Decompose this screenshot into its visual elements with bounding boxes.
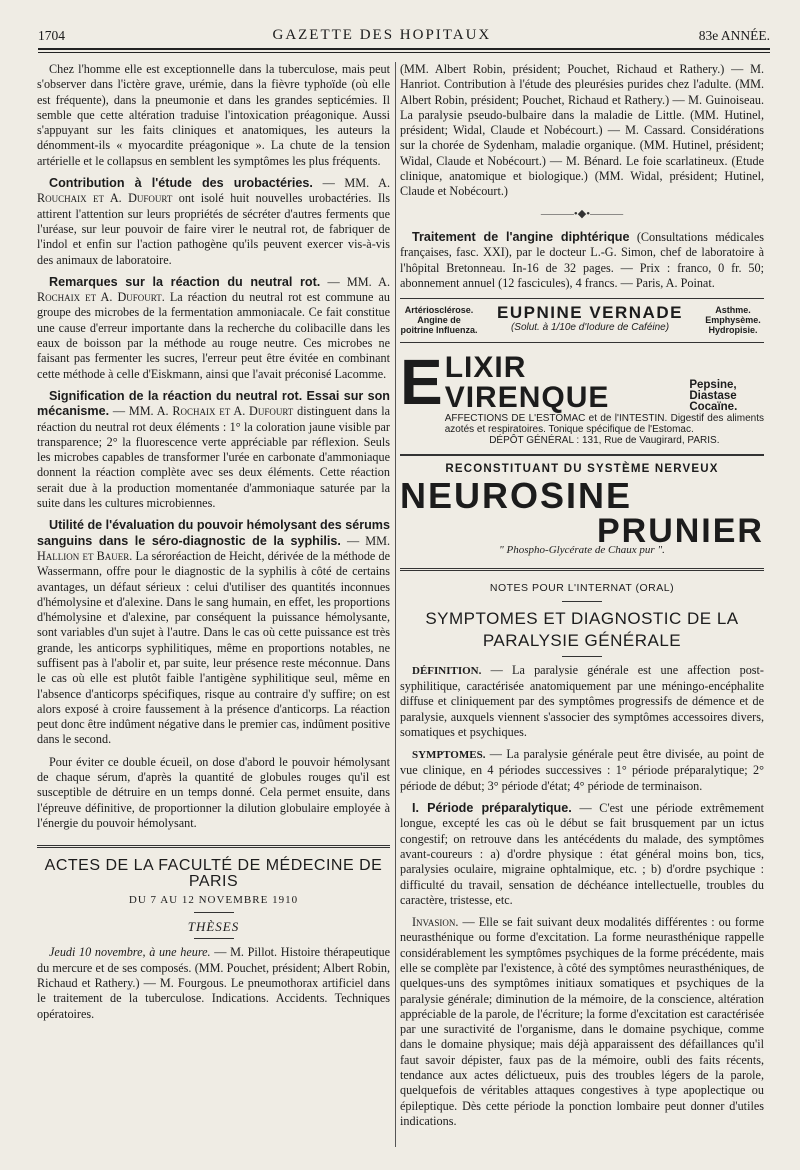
book-notice — [400, 230, 764, 291]
ad-eupnine-indications: Artériosclérose. Angine de poitrine Influenza. — [400, 305, 478, 336]
header-rule-thin — [38, 52, 770, 53]
section-title: Contribution à l'étude des urobactéries. — [49, 176, 313, 191]
symptomes-paragraph — [400, 747, 764, 794]
intro-paragraph: Chez l'homme elle est exceptionnelle dans la tuberculose, mais peut s'observer dans l'ictère grave, urémie, dans la fièvre typhoïde (où elle est fréquente), dans la pneumonie et dans les grandes septicémies. Il semble que cette altération traduise l'intoxication préagonique. Aussi s'appuyant sur les faits cliniques et anatomiques, les auteurs la dénomment-ils « myocardite préagonique ». La chute de la tension artérielle et le collapsus en semblent les symptômes les plus fréquents. — [37, 62, 390, 168]
book-title: Traitement de l'angine diphtérique — [412, 229, 630, 244]
ad-eupnine — [400, 298, 764, 336]
ad-neurosine-sub: " Phospho-Glycérate de Chaux pur ". — [499, 544, 665, 557]
ad-prunier-name: PRUNIER — [596, 512, 764, 551]
theses-paragraph — [37, 945, 390, 1021]
period-text: — C'est une période extrêmement longue, excepté les cas où le début se fait brusquement par un ictus congestif; on retrouve dans les antécédents du malade, des symptômes avant-coureurs : a) d'ordre physique : état général moins bon, tics, paralysies oculaire, migraine ophtalmique, etc. ; b) d'ordre psychique : difficulté du travail, sensation de déchéance intellectuelle, troubles du caractère, tristesse, etc. — [400, 801, 764, 907]
theses-date: Jeudi 10 novembre, à une heure. — [49, 945, 211, 960]
definition-text: — La paralysie générale est une affection post-syphilitique, caractérisée anatomiquement par une méningo-encéphalite diffuse et cliniquement par des symptômes progressifs de démence et de paralysie, auxquels viennent s'associer des symptômes accessoires divers, somatiques et psychiques. — [400, 662, 764, 739]
invasion-paragraph — [400, 915, 764, 1129]
section-text: distinguent dans la réaction du neutral rot deux éléments : 1° la coloration jaune visible par transparence; 2° la fluorescence verte appréciable par réflexion. Seuls les microbes capables de transformer l'urée en carbonate d'ammoniaque donnent la réaction complète avec ses deux éléments. Cette réaction serait due à la production momentanée d'ammoniaque saturée par la suite dans les cultures microbiennes. — [37, 404, 390, 511]
section-authors: — MM. A. Rochaix et A. Dufourt. — [37, 274, 391, 305]
section-authors: — MM. Hallion et Bauer. — [37, 533, 390, 563]
right-column — [400, 62, 764, 1136]
section-authors: — MM. A. Rochaix et A. Dufourt — [112, 404, 294, 419]
section-neutral-rot — [37, 275, 390, 382]
section-title: Remarques sur la réaction du neutral rot. — [49, 274, 321, 289]
section-text: La réaction du neutral rot est commune au groupe des microbes de la fermentation ammoniacale. Ce fait constitue une cause d'erreur importante dans la recherche du colibacille dans les eaux de boisson par la méthode au rouge neutre. Ces microbes ne faisant pas fermenter les sucres, l'erreur peut être évitée en combinant cette méthode à celle d'Eiskmann, ainsi que l'avait préconisé Lacomme. — [37, 290, 390, 381]
short-rule — [194, 938, 234, 939]
ad-lixir-address: DÉPÔT GÉNÉRAL : 131, Rue de Vaugirard, PARIS. — [489, 434, 720, 446]
ad-eupnine-indications-right: Asthme. Emphysème. Hydropisie. — [705, 305, 761, 336]
definition-label: DÉFINITION. — [412, 664, 482, 677]
ad-lixir-virenque — [400, 342, 764, 446]
running-header — [38, 22, 770, 44]
ad-neurosine — [400, 477, 764, 558]
year-label: 83e ANNÉE. — [698, 28, 770, 43]
double-rule — [400, 568, 764, 571]
ad-eupnine-formula: (Solut. à 1/10e d'Iodure de Caféine) — [510, 322, 670, 334]
ad-lixir-tag: Pepsine, Diastase Cocaïne. — [689, 378, 738, 413]
section-title: Utilité de l'évaluation du pouvoir hémolysant des sérums sanguins dans le séro-diagnostic de la syphilis. — [37, 518, 391, 548]
column-separator — [395, 62, 396, 1147]
article-title: SYMPTOMES ET DIAGNOSTIC DE LA PARALYSIE GÉNÉRALE — [425, 608, 739, 650]
theses-continued: (MM. Albert Robin, président; Pouchet, Richaud et Rathery.) — M. Hanriot. Contribution à l'étude des pleurésies purides chez l'adulte. (MM. Albert Robin, président; Pouchet, Richaud et Rathery.) — M. Guinoiseau. La paralysie pseudo-bulbaire dans la maladie de Little. (MM. Hutinel, président; Widal, Claude et Nobécourt.) — M. Cassard. Considérations sur la chorée de Sydenham, maladie organique. (MM. Hutinel, président; Widal, Claude et Nobécourt.) — M. Bénard. Le foie scarlatineux. (Etude clinique, anatomique et biologique.) (MM. Widal, président; Hutinel, Claude et Nobécourt.) — [400, 62, 764, 199]
section-text: ont isolé huit nouvelles urobactéries. Ils attirent l'attention sur leurs propriétés de sécréter d'autres ferments que l'uréase, sur leur pouvoir de faire virer le neutral rot, de fabriquer de l'indol et enfin sur l'action pathogène qu'ils peuvent exercer vis-à-vis des animaux de laboratoire. — [37, 191, 391, 267]
page-number: 1704 — [38, 28, 65, 43]
ad-lixir-initial: E — [400, 345, 443, 418]
short-rule — [562, 601, 602, 602]
theses-text: — M. Pillot. Histoire thérapeutique du mercure et de ses composés. (MM. Pouchet, président; Albert Robin, Richaud et Rathery.) — M. Fourgous. Le pneumothorax artificiel dans le traitement de la tuberculose. Indications. Accidents. Techniques opératoires. — [37, 945, 391, 1021]
section-hemolysant-cont: Pour éviter ce double écueil, on dose d'abord le pouvoir hémolysant de chaque sérum, d'après la quantité de globules rouges qu'il est susceptible de détruire en un temps donné. Cela permet ensuite, dans l'épreuve définitive, de proportionner la dilution globulaire employée à l'énergie du pouvoir hémolysant. — [37, 754, 390, 830]
actes-title: ACTES DE LA FACULTÉ DE MÉDECINE DE PARIS — [44, 857, 383, 890]
section-text: La séroréaction de Heicht, dérivée de la méthode de Wassermann, offre pour le diagnostic de la syphilis à côté de certains avantages, un défaut sérieux : celui d'utiliser des quantités inconnues d'hémolysine et d'alexine. Dans le sang humain, en effet, les proportions d'hémolysine et d'alexine, par conséquent la puissance hémolysante, sont variables d'un sujet à l'autre. Dans le cas où cette puissance est très grande, les anticorps syphilitiques, même en proportions notables, ne suffisent pas à l'abolir et, par suite, leur présence reste méconnue. Dans le cas où elle est plutôt faible l'antigène syphilitique seul, même en l'absence d'anticorps spécifiques, risque au contraire d'y suffire; on est alors exposé à croire faussement à la présence d'anticorps. La réaction peut donc être indûment négative dans le premier cas, indûment positive dans le second. — [37, 548, 391, 747]
ad-lixir-description: AFFECTIONS DE L'ESTOMAC et de l'INTESTIN. Digestif des aliments azotés et respiratoires. Tonique spécifique de l'Estomac. — [444, 412, 764, 435]
short-rule — [194, 912, 234, 913]
double-rule — [37, 845, 390, 848]
section-authors: — MM. A. Rouchaix et A. Dufourt — [37, 176, 390, 206]
period-title: I. Période préparalytique. — [412, 801, 572, 816]
section-hemolysant — [37, 518, 390, 747]
section-title: Signification de la réaction du neutral rot. Essai sur son mécanisme. — [37, 388, 390, 419]
notes-label: NOTES POUR L'INTERNAT (ORAL) — [489, 582, 675, 595]
actes-dates: DU 7 AU 12 NOVEMBRE 1910 — [128, 893, 299, 906]
ad-lixir-name: LIXIR VIRENQUE — [444, 350, 610, 414]
symptomes-text: — La paralysie générale peut être divisée, au point de vue clinique, en 4 périodes successives : 1° période préparalytique; 2° période de début; 3° période d'état; 4° période de terminaison. — [400, 747, 764, 793]
book-text: (Consultations médicales françaises, fasc. XXI), par le docteur L.-G. Simon, chef de laboratoire à l'hôpital Bretonneau. In-16 de 32 pages. — Prix : franco, 0 fr. 50; abonnement annuel (12 fascicules), 4 francs. — Paris, A. Poinat. — [400, 229, 765, 290]
ornament-divider: ———•◆•——— — [540, 207, 624, 220]
section-signification — [37, 389, 390, 511]
short-rule — [562, 656, 602, 657]
journal-title: GAZETTE DES HOPITAUX — [272, 27, 492, 43]
invasion-label: Invasion. — [412, 915, 459, 930]
ad-neurosine-heading: RECONSTITUANT DU SYSTÈME NERVEUX — [400, 454, 764, 477]
symptomes-label: SYMPTOMES. — [412, 749, 486, 762]
header-rule — [38, 48, 770, 50]
definition-paragraph — [400, 663, 764, 740]
left-column — [37, 62, 390, 1029]
invasion-text: — Elle se fait suivant deux modalités différentes : ou forme neurasthénique ou forme d'excitation. La forme neurasthénique rappelle considérablement les symptômes psychiques de la forme précédente, mais elle se complète par l'existence, à côté des symptômes neurasthéniques, de quelques-uns des symptômes initiaux somatiques et psychiques de la paralysie générale; diminution de la mémoire, de la conscience, altération appréciable de la parole, de l'écriture; la forme d'excitation est caractérisée par une suractivité de l'organisme, dans le domaine psychique, comme dans le domaine physique; mais déjà apparaissent des défaillances qu'il faut savoir dépister, faux pas de la mémoire, oubli des faits récents, tendance aux actes délictueux, puis des troubles légers de la parole, quelquefois de véritables attaques congestives à type apoplectique ou épileptique. Dès cette période la ponction lombaire peut donner d'utiles indications. — [400, 915, 764, 1128]
theses-label: THÈSES — [187, 919, 240, 935]
ad-eupnine-name: EUPNINE VERNADE — [497, 303, 683, 323]
period-preparalytique — [400, 801, 764, 908]
section-urobacteries — [37, 176, 390, 268]
ad-neurosine-name: NEUROSINE — [400, 475, 633, 517]
